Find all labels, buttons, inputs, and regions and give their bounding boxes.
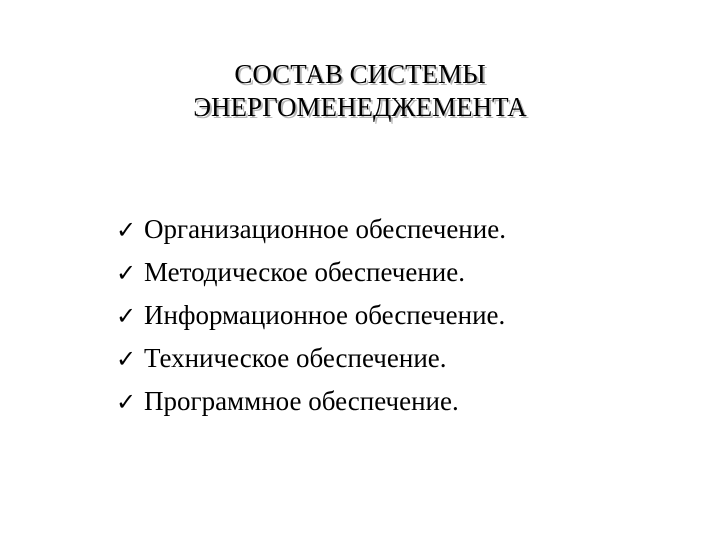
list-item	[116, 251, 506, 294]
slide-title	[0, 58, 720, 124]
title-line-2: ЭНЕРГОМЕНЕДЖЕМЕНТА	[193, 92, 527, 122]
check-icon: ✓	[116, 345, 137, 373]
title-line-1: СОСТАВ СИСТЕМЫ	[234, 59, 486, 89]
check-icon: ✓	[116, 388, 137, 416]
list-item-label: Техническое обеспечение.	[144, 343, 447, 373]
list-item	[116, 294, 506, 337]
list-item	[116, 380, 506, 423]
list-item	[116, 208, 506, 251]
list-item-label: Организационное обеспечение.	[144, 214, 506, 244]
list-item	[116, 337, 506, 380]
list-item-label: Методическое обеспечение.	[144, 257, 465, 287]
bullet-list	[116, 208, 506, 423]
list-item-label: Информационное обеспечение.	[144, 300, 506, 330]
check-icon: ✓	[116, 259, 137, 287]
list-item-label: Программное обеспечение.	[144, 386, 459, 416]
check-icon: ✓	[116, 302, 137, 330]
check-icon: ✓	[116, 216, 137, 244]
